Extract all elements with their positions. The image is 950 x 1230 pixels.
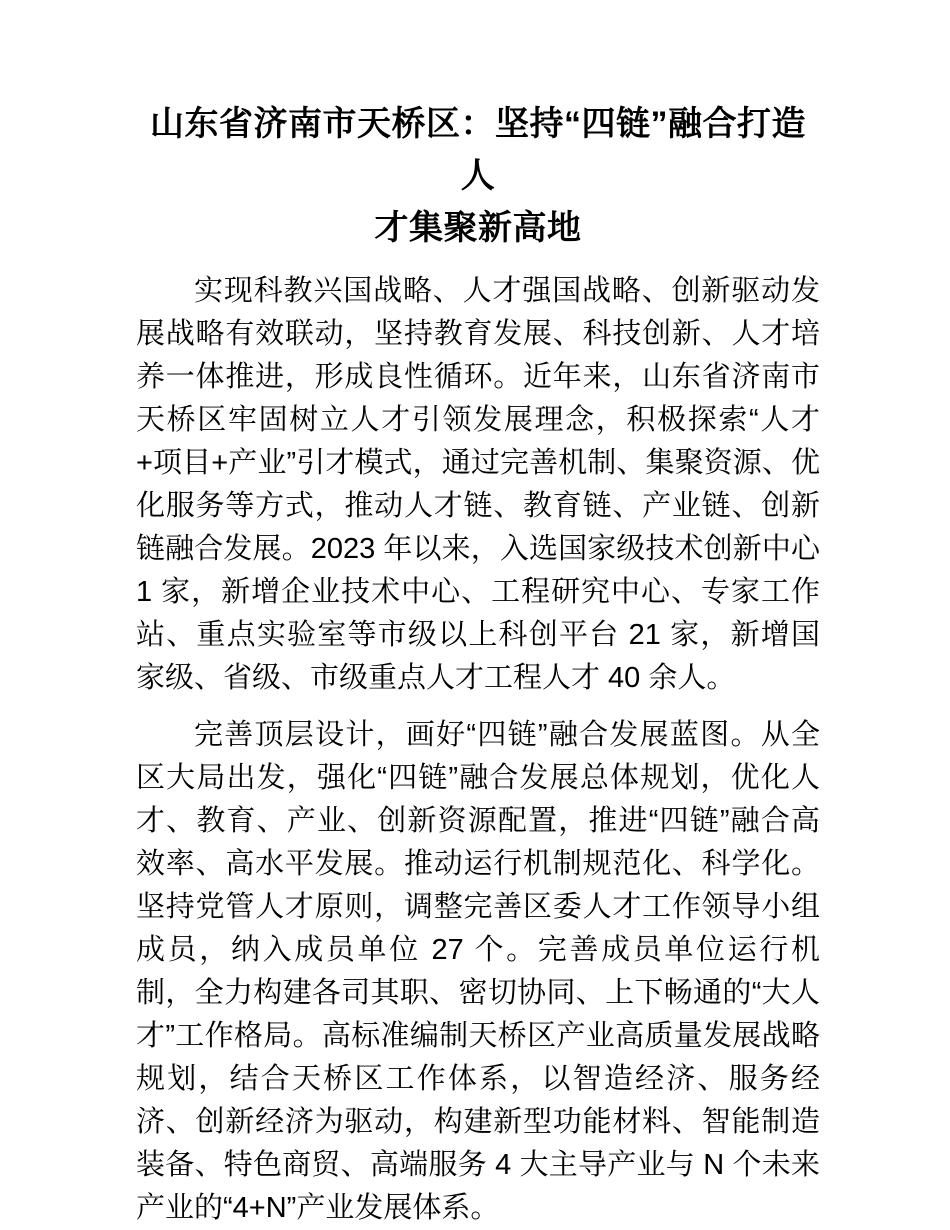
document-title-line-1: 山东省济南市天桥区：坚持“四链”融合打造人 [150,105,806,195]
paragraph-2: 完善顶层设计，画好“四链”融合发展蓝图。从全区大局出发，强化“四链”融合发展总体规划，优化人才、教育、产业、创新资源配置，推进“四链”融合高效率、高水平发展。推动运行机制规范化、科学化。坚持党管人才原则，调整完善区委人才工作领导小组成员，纳入成员单位 27 个。完善成员单位运行机制，全力构建各司其职、密切协同、上下畅通的“大人才”工作格局。高标准编制天桥区产业高质量发展战略规划，结合天桥区工作体系，以智造经济、服务经济、创新经济为驱动，构建新型功能材料、智能制造装备、特色商贸、高端服务 4 大主导产业与 N 个未来产业的“4+N”产业发展体系。 [136,719,820,1224]
document-title-line-2: 才集聚新高地 [374,209,582,247]
document-title [136,98,820,254]
paragraph-1: 实现科教兴国战略、人才强国战略、创新驱动发展战略有效联动，坚持教育发展、科技创新、人才培养一体推进，形成良性循环。近年来，山东省济南市天桥区牢固树立人才引领发展理念，积极探索“人才+项目+产业”引才模式，通过完善机制、集聚资源、优化服务等方式，推动人才链、教育链、产业链、创新链融合发展。2023 年以来，入选国家级技术创新中心 1 家，新增企业技术中心、工程研究中心、专家工作站、重点实验室等市级以上科创平台 21 家，新增国家级、省级、市级重点人才工程人才 40 余人。 [136,275,820,694]
